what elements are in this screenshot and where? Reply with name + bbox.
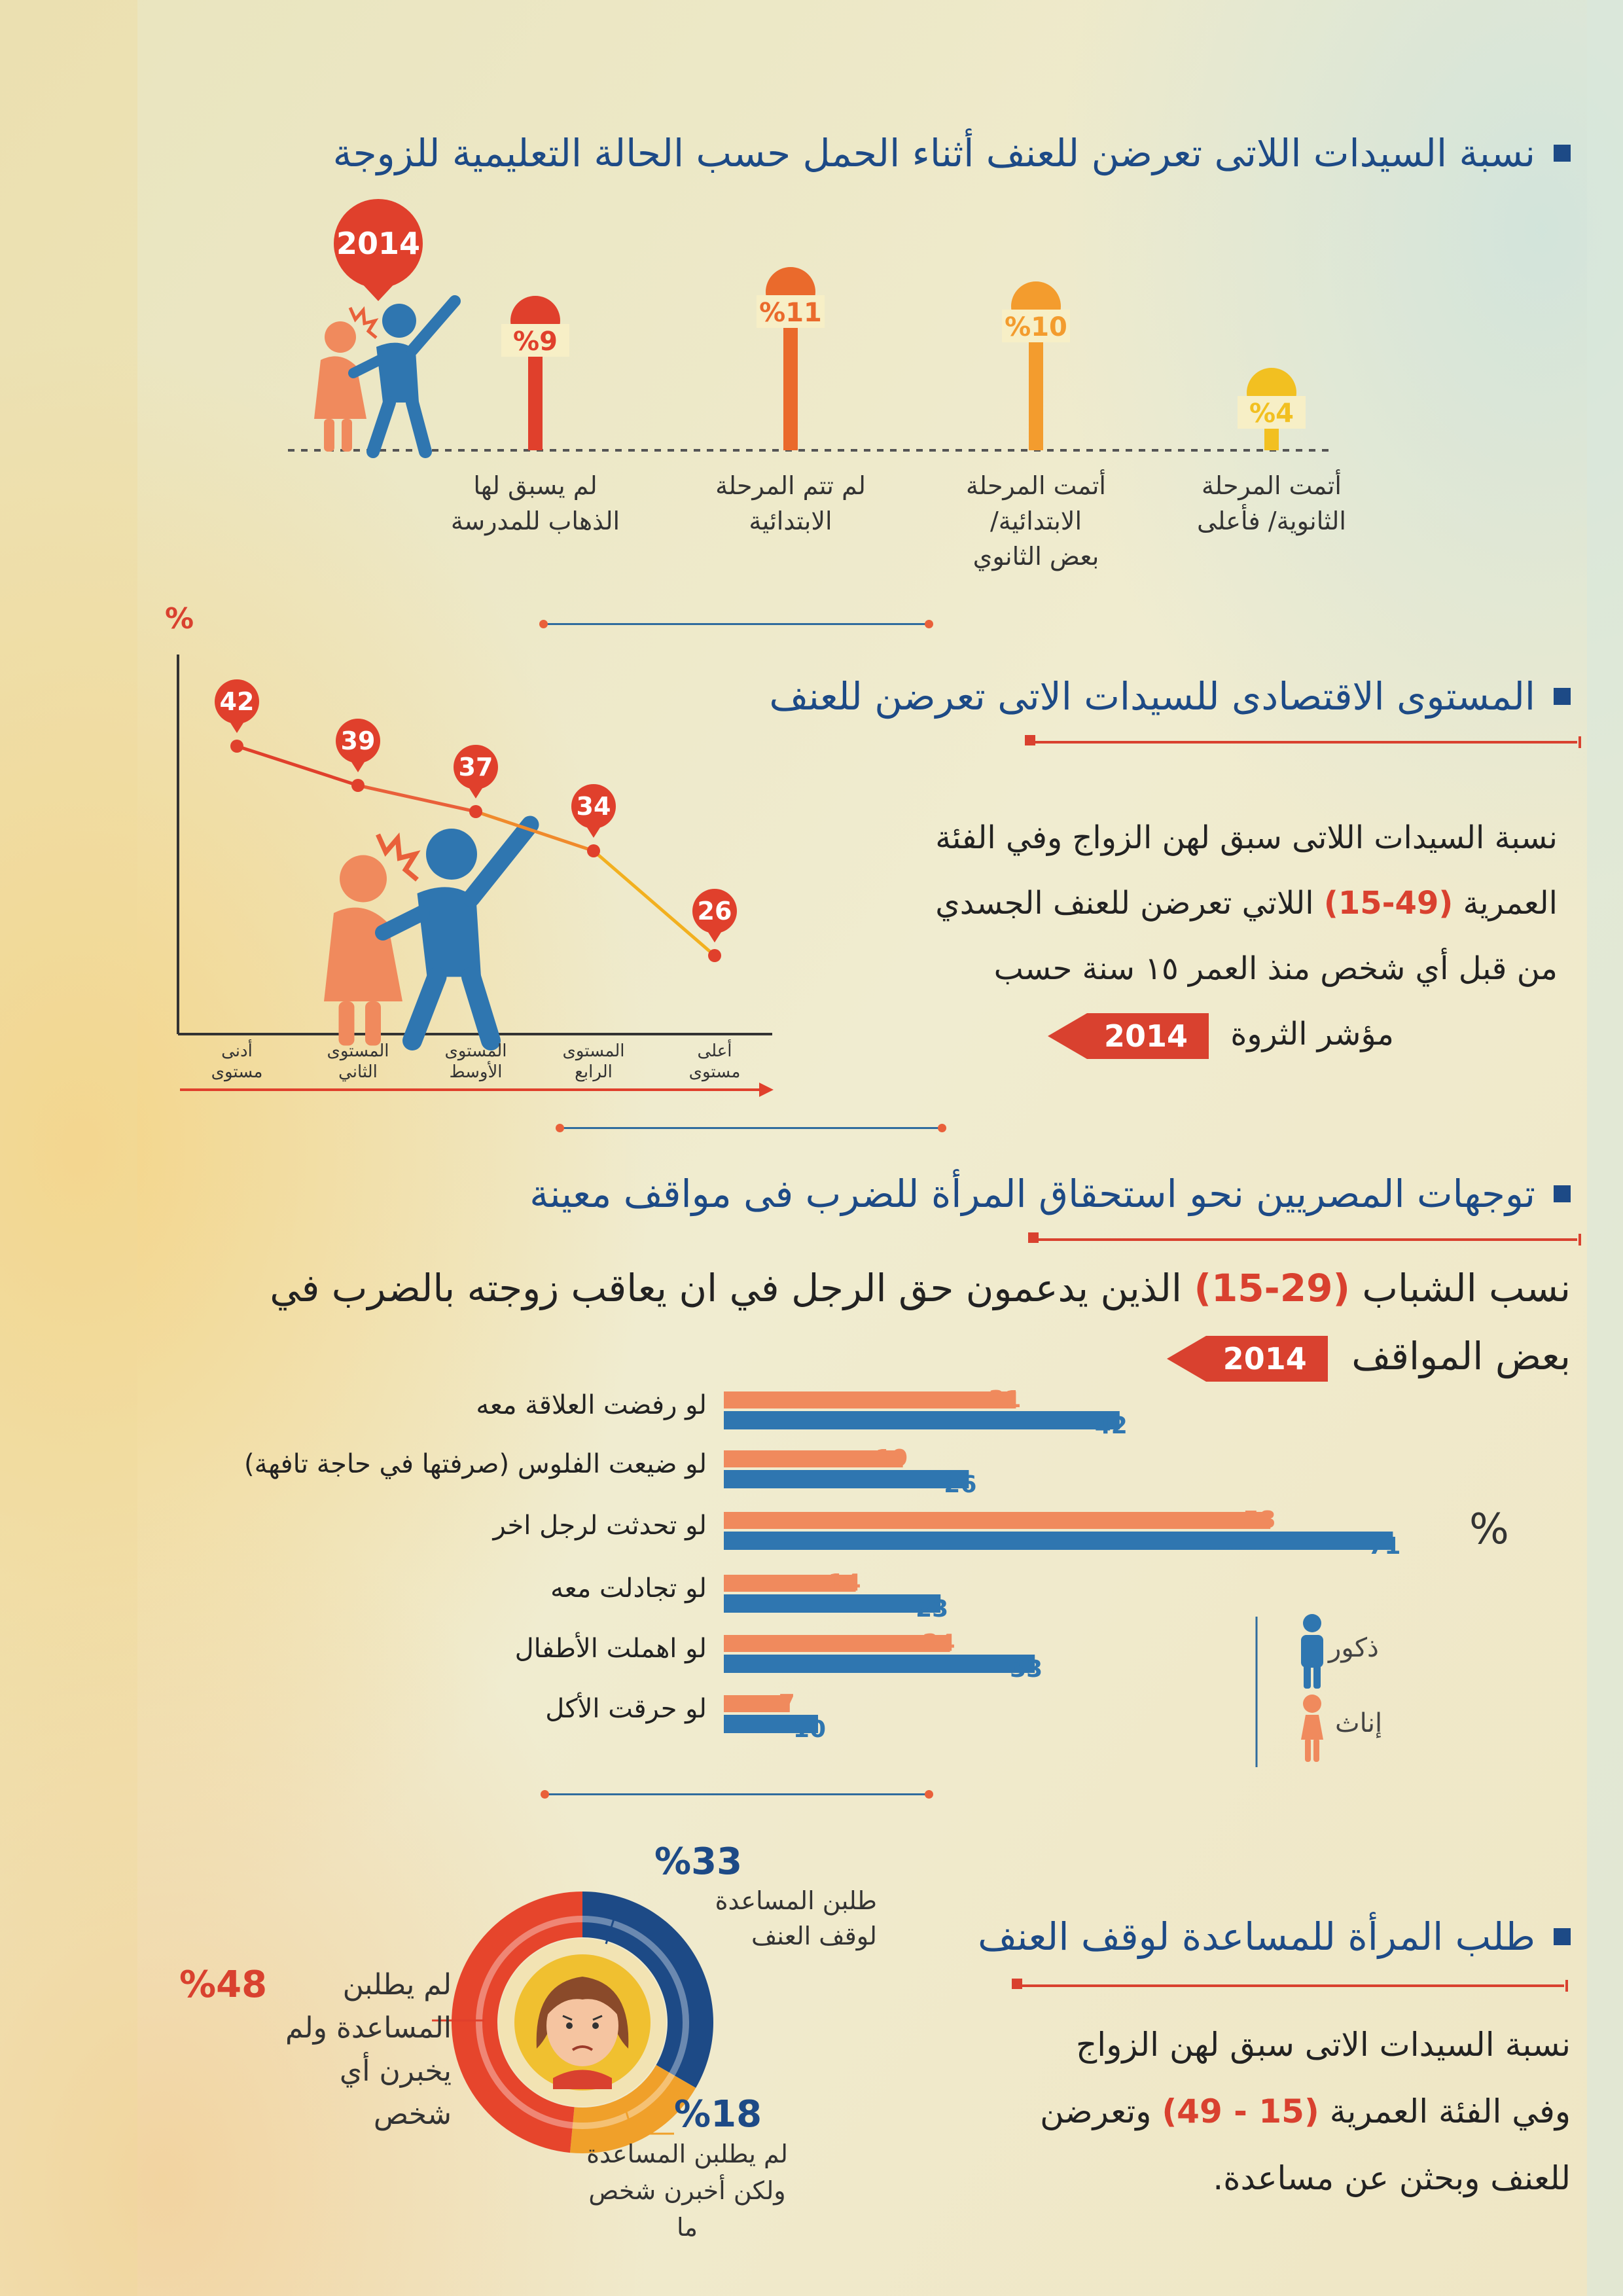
line-point-pin-tip xyxy=(705,928,724,942)
section2-title xyxy=(769,674,1571,719)
section4-text-line2-pre: وفي الفئة العمرية xyxy=(1329,2092,1571,2130)
section2-text-line3: من قبل أي شخص منذ العمر ١٥ سنة حسب xyxy=(993,950,1558,987)
legend-female-label: إناث xyxy=(1335,1708,1383,1738)
hbar-group-4 xyxy=(724,1630,1043,1683)
chart1-category-label-0 xyxy=(431,468,640,539)
hbar-male-value: 42 xyxy=(1094,1412,1128,1439)
section2-year-badge: 2014 xyxy=(1087,1013,1209,1059)
section4-title-text: طلب المرأة للمساعدة لوقف العنف xyxy=(978,1914,1535,1959)
chart2-category-label-4 xyxy=(656,1041,774,1083)
lollipop-3 xyxy=(1238,368,1306,450)
chart2-category-label-2-line: المستوى xyxy=(444,1041,507,1061)
section2-text-line4 xyxy=(838,1001,1558,1067)
section2-text-line4-text: مؤشر الثروة xyxy=(1230,1016,1394,1052)
section1-chart xyxy=(262,196,1374,471)
bullet-square xyxy=(1554,1185,1571,1202)
line-point-value: 37 xyxy=(458,753,493,781)
line-point-0 xyxy=(215,679,259,753)
hbar-female-value: 24 xyxy=(922,1630,955,1657)
donut-label-33-pct: %33 xyxy=(654,1840,743,1883)
hbar-female xyxy=(724,1391,1016,1408)
hbar-category-label-1: لو ضيعت الفلوس (صرفتها في حاجة تافهة) xyxy=(244,1449,707,1479)
chart2-category-label-4-line: أعلى xyxy=(697,1041,732,1061)
lollipop-1 xyxy=(757,267,825,450)
divider-3 xyxy=(544,1793,929,1795)
line-point-value: 42 xyxy=(219,687,255,716)
line-point-dot xyxy=(351,779,365,792)
chart2-arrow xyxy=(177,1080,779,1100)
section4-text-line3: للعنف وبحثن عن مساعدة. xyxy=(1213,2159,1571,2197)
male-icon xyxy=(1301,1614,1323,1689)
section3-text-line1 xyxy=(196,1254,1571,1322)
hbar-male-value: 33 xyxy=(1010,1656,1043,1683)
section2-title-text: المستوى الاقتصادى للسيدات الاتى تعرضن للعنف xyxy=(769,674,1535,719)
section4-underline xyxy=(1016,1984,1564,1987)
hbar-female-value: 31 xyxy=(988,1386,1022,1413)
bullet-square xyxy=(1554,1928,1571,1945)
hbar-male xyxy=(724,1655,1035,1673)
donut-label-18 xyxy=(510,2093,798,2246)
lollipop-value-label: %10 xyxy=(1005,312,1067,342)
donut-label-48-pct: %48 xyxy=(179,1964,268,2006)
chart2-category-label-4-line: مستوى xyxy=(688,1062,741,1082)
lollipop-value-label: %9 xyxy=(513,327,558,357)
chart1-category-label-2 xyxy=(931,468,1141,574)
line-point-dot xyxy=(230,740,243,753)
chart1-category-label-1 xyxy=(686,468,895,539)
line-point-dot xyxy=(587,844,600,857)
divider-2 xyxy=(560,1127,942,1129)
bullet-square xyxy=(1554,688,1571,705)
chart1-category-label-0-line: الذهاب للمدرسة xyxy=(450,507,620,535)
hbar-female-value: 14 xyxy=(828,1570,861,1596)
chart2-category-label-2-line: الأوسط xyxy=(449,1062,503,1082)
chart2-category-label-2 xyxy=(417,1041,535,1083)
violence-illustration xyxy=(314,301,455,452)
lollipop-value-label: %11 xyxy=(759,298,822,328)
hbar-male-value: 23 xyxy=(916,1596,949,1623)
chart2-category-label-3-line: المستوى xyxy=(562,1041,625,1061)
hbar-group-5 xyxy=(724,1690,826,1743)
section3-underline xyxy=(1032,1238,1577,1241)
section3-title-text: توجهات المصريين نحو استحقاق المرأة للضرب فى مواقف معينة xyxy=(529,1172,1535,1216)
section4-title xyxy=(978,1914,1571,1959)
violence-illustration-2 xyxy=(324,825,530,1046)
lollipop-0 xyxy=(501,296,569,450)
year-marker-2014 xyxy=(334,199,423,301)
donut-label-33-text: طلبن المساعدة لوقف العنف xyxy=(715,1886,877,1950)
year-marker-text: 2014 xyxy=(336,226,421,261)
section2-age-range: (49-15) xyxy=(1323,885,1454,922)
section1-title-text: نسبة السيدات اللاتى تعرضن للعنف أثناء الحمل حسب الحالة التعليمية للزوجة xyxy=(332,131,1535,175)
chart1-category-label-0-line: لم يسبق لها xyxy=(473,471,597,500)
hbar-male xyxy=(724,1470,969,1488)
section2-underline xyxy=(1029,741,1577,744)
hbar-group-3 xyxy=(724,1570,948,1623)
line-point-value: 39 xyxy=(340,726,376,755)
section1-title xyxy=(333,131,1571,175)
line-segment xyxy=(358,785,476,812)
chart1-category-label-2-line: بعض الثانوي xyxy=(972,542,1099,571)
section3-title xyxy=(529,1172,1571,1216)
line-point-pin-tip xyxy=(228,719,246,733)
hbar-male-value: 10 xyxy=(793,1716,826,1743)
section3-age-range: (29-15) xyxy=(1194,1266,1350,1310)
line-point-pin-tip xyxy=(467,784,485,798)
hbar-male-value: 71 xyxy=(1368,1533,1401,1560)
section4-description xyxy=(916,2011,1571,2212)
section4-text-line2 xyxy=(916,2078,1571,2145)
section2-text-line1: نسبة السيدات اللاتى سبق لهن الزواج وفي الفئة xyxy=(935,819,1558,856)
line-point-pin-tip xyxy=(349,758,367,772)
donut-label-18-text: لم يطلبن المساعدة ولكن أخبرن شخص ما xyxy=(586,2140,788,2242)
section3-text-line1-pre: نسب الشباب xyxy=(1362,1266,1571,1310)
section2-description xyxy=(838,805,1558,1067)
donut-label-48-text: لم يطلبن المساعدة ولم يخبرن أي شخص xyxy=(285,1968,452,2131)
chart2-category-label-1-line: الثاني xyxy=(338,1062,378,1082)
hbar-male xyxy=(724,1411,1120,1429)
chart2-pct-sign: % xyxy=(165,602,194,636)
line-point-4 xyxy=(692,889,737,962)
hbar-category-label-3: لو تجادلت معه xyxy=(550,1573,707,1604)
hbar-category-label-5: لو حرقت الأكل xyxy=(545,1694,707,1724)
line-point-pin-tip xyxy=(584,823,603,838)
chart2-category-label-3 xyxy=(535,1041,652,1083)
section2-text-line2 xyxy=(838,870,1558,936)
hbar-female-value: 19 xyxy=(875,1445,908,1472)
section3-text-line2-text: بعض المواقف xyxy=(1351,1334,1571,1378)
chart1-category-label-2-line: الابتدائية/ xyxy=(990,507,1082,535)
section4-text-line1: نسبة السيدات الاتى سبق لهن الزواج xyxy=(1076,2026,1571,2064)
legend-male-label: ذكور xyxy=(1329,1633,1379,1663)
section4-text-line2-post: وتعرضن xyxy=(1040,2092,1152,2130)
chart1-category-label-1-line: لم تتم المرحلة xyxy=(715,471,866,500)
section4-age-range: (15 - 49) xyxy=(1162,2092,1319,2130)
female-icon xyxy=(1301,1695,1323,1762)
chart2-category-label-0-line: أدنى xyxy=(221,1041,253,1061)
chart1-category-label-3-line: الثانوية/ فأعلى xyxy=(1197,507,1346,535)
section2-text-line2-post: اللاتي تعرضن للعنف الجسدي xyxy=(935,885,1314,922)
lollipop-2 xyxy=(1002,281,1070,450)
hbar-male xyxy=(724,1532,1393,1550)
section3-year-badge: 2014 xyxy=(1206,1336,1328,1382)
chart2-category-label-3-line: الرابع xyxy=(575,1062,613,1082)
section3-text-line1-post: الذين يدعمون حق الرجل في ان يعاقب زوجته بالضرب في xyxy=(270,1266,1182,1310)
chart2-category-label-1-line: المستوى xyxy=(327,1041,389,1061)
hbar-group-0 xyxy=(724,1386,1128,1439)
section2-text-line2-pre: العمرية xyxy=(1463,885,1558,922)
bullet-square xyxy=(1554,145,1571,162)
donut-label-18-pct: %18 xyxy=(674,2093,762,2136)
hbar-female xyxy=(724,1635,950,1652)
chart3-pct-sign: % xyxy=(1469,1505,1509,1554)
chart1-category-label-1-line: الابتدائية xyxy=(749,507,832,535)
chart2-category-label-0-line: مستوى xyxy=(211,1062,263,1082)
chart1-category-label-3 xyxy=(1167,468,1376,539)
line-point-dot xyxy=(708,949,721,962)
chart2-category-label-1 xyxy=(299,1041,417,1083)
lollipop-value-label: %4 xyxy=(1249,399,1294,429)
hbar-female-value: 7 xyxy=(778,1690,795,1717)
donut-label-48 xyxy=(179,1964,452,2136)
line-point-value: 34 xyxy=(576,792,611,821)
divider-1 xyxy=(543,623,929,625)
hbar-category-label-0: لو رفضت العلاقة معه xyxy=(476,1390,707,1420)
section3-description xyxy=(196,1254,1571,1390)
hbar-female xyxy=(724,1512,1270,1529)
hbar-male xyxy=(724,1594,940,1613)
hbar-category-label-2: لو تحدثت لرجل اخر xyxy=(493,1511,707,1541)
hbar-group-2 xyxy=(724,1507,1400,1560)
hbar-category-label-4: لو اهملت الأطفال xyxy=(514,1634,707,1664)
hbar-female-value: 58 xyxy=(1243,1507,1276,1534)
chart2-category-label-0 xyxy=(178,1041,296,1083)
donut-label-33 xyxy=(654,1840,877,1954)
line-point-dot xyxy=(469,805,482,818)
hbar-male-value: 26 xyxy=(944,1471,977,1498)
line-point-value: 26 xyxy=(697,897,732,925)
chart1-category-label-3-line: أتمت المرحلة xyxy=(1201,471,1342,500)
hbar-group-1 xyxy=(724,1445,976,1498)
chart1-category-label-2-line: أتمت المرحلة xyxy=(965,471,1106,500)
